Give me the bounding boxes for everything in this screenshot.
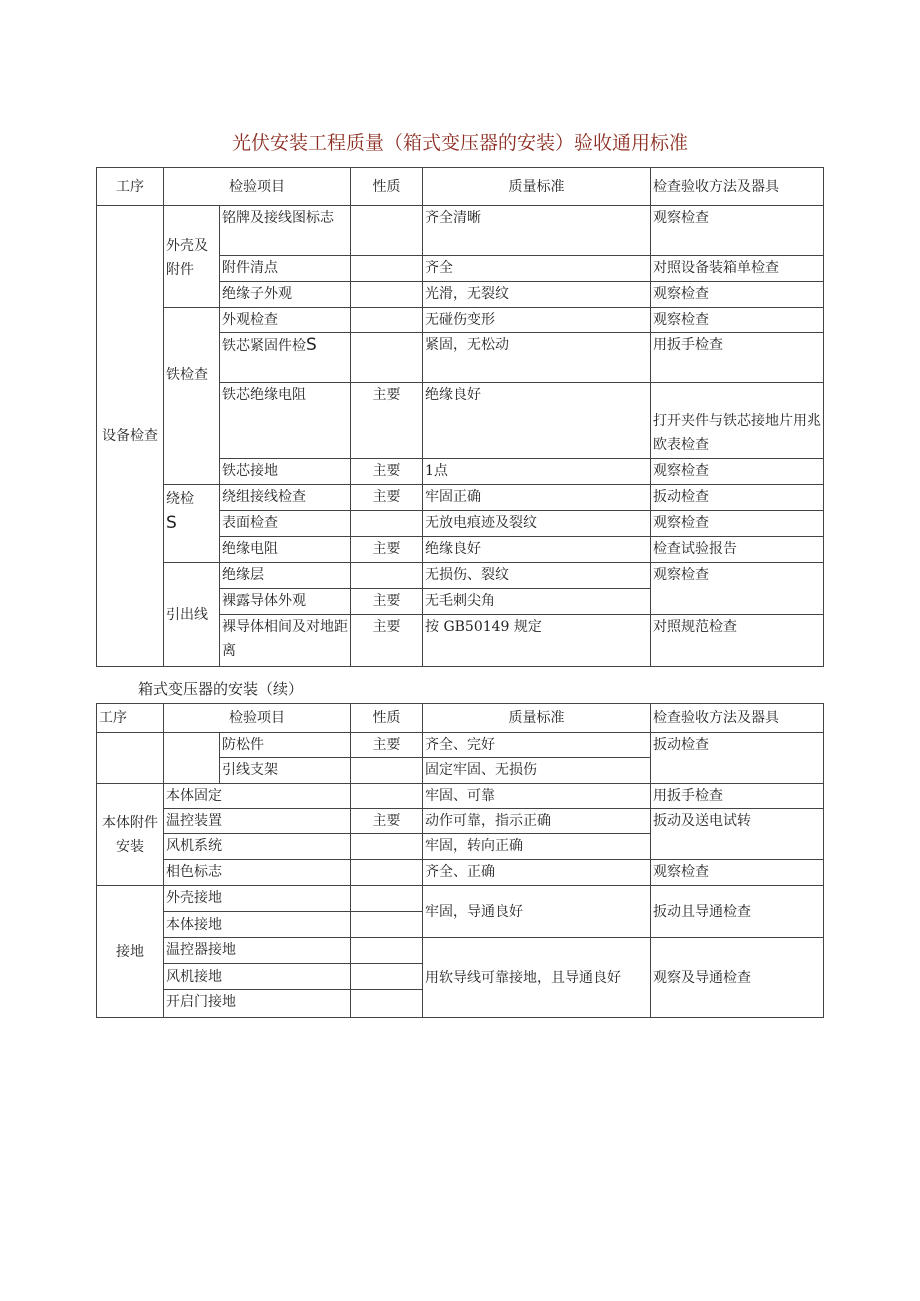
item-cell: 铭牌及接线图标志 [220, 206, 351, 256]
table-row [97, 938, 824, 964]
method-cell: 观察检查 [651, 308, 824, 333]
method-cell: 用扳手检查 [651, 784, 824, 809]
nature-cell [351, 563, 423, 589]
method-cell: 观察检查 [651, 459, 824, 485]
standard-cell: 牢固正确 [423, 485, 651, 511]
header-nature: 性质 [351, 704, 423, 733]
item-cell: 风机接地 [164, 964, 351, 990]
method-cell: 扳动检查 [651, 485, 824, 511]
header-standard: 质量标准 [423, 704, 651, 733]
method-cell: 扳动检查 [651, 733, 824, 784]
table-row [97, 886, 824, 912]
standard-cell: 绝缘良好 [423, 537, 651, 563]
item-cell: 表面检查 [220, 511, 351, 537]
method-cell: 打开夹件与铁芯接地片用兆欧表检查 [651, 383, 824, 459]
item-cell: 外观检查 [220, 308, 351, 333]
table-header-row [97, 704, 824, 733]
standard-cell: 齐全清晰 [423, 206, 651, 256]
header-method: 检查验收方法及器具 [651, 704, 824, 733]
nature-cell: 主要 [351, 485, 423, 511]
nature-cell [351, 511, 423, 537]
item-cell: 铁芯接地 [220, 459, 351, 485]
nature-cell [351, 860, 423, 886]
method-cell: 观察检查 [651, 206, 824, 256]
header-method: 检查验收方法及器具 [651, 168, 824, 206]
subgroup-empty [164, 733, 220, 784]
item-cell: 铁芯绝缘电阻 [220, 383, 351, 459]
subgroup-lead: 引出线 [164, 563, 220, 667]
item-cell: 外壳接地 [164, 886, 351, 912]
nature-cell [351, 912, 423, 938]
nature-cell [351, 256, 423, 282]
nature-cell [351, 834, 423, 860]
table-row [97, 308, 824, 333]
group-equipment-check: 设备检查 [97, 206, 164, 667]
nature-cell: 主要 [351, 615, 423, 667]
item-cell: 防松件 [220, 733, 351, 758]
item-cell: 本体固定 [164, 784, 351, 809]
standard-cell: 牢固，导通良好 [423, 886, 651, 938]
nature-cell: 主要 [351, 733, 423, 758]
table-row [97, 809, 824, 834]
continued-subtitle: 箱式变压器的安装（续） [138, 680, 304, 698]
group-empty [97, 733, 164, 784]
subgroup-shell: 外壳及附件 [164, 206, 220, 308]
method-cell: 检查试验报告 [651, 537, 824, 563]
inspection-table-main [96, 167, 824, 667]
winding-label-suffix: S [166, 513, 177, 533]
standard-cell: 用软导线可靠接地，且导通良好 [423, 938, 651, 1018]
nature-cell [351, 938, 423, 964]
standard-cell: 动作可靠，指示正确 [423, 809, 651, 834]
nature-cell: 主要 [351, 537, 423, 563]
standard-cell: 绝缘良好 [423, 383, 651, 459]
method-cell: 对照规范检查 [651, 615, 824, 667]
table-header-row [97, 168, 824, 206]
standard-cell: 按 GB50149 规定 [423, 615, 651, 667]
item-cell: 风机系统 [164, 834, 351, 860]
nature-cell: 主要 [351, 459, 423, 485]
standard-cell: 牢固，转向正确 [423, 834, 651, 860]
item-cell: 本体接地 [164, 912, 351, 938]
subgroup-winding [164, 485, 220, 563]
item-cell: 绕组接线检查 [220, 485, 351, 511]
nature-cell: 主要 [351, 809, 423, 834]
standard-cell: 光滑，无裂纹 [423, 282, 651, 308]
nature-cell [351, 886, 423, 912]
method-cell: 扳动及送电试转 [651, 809, 824, 860]
item-cell: 温控装置 [164, 809, 351, 834]
item-cell: 裸导体相间及对地距离 [220, 615, 351, 667]
item-cell: 相色标志 [164, 860, 351, 886]
table-row [97, 206, 824, 256]
header-item: 检验项目 [164, 704, 351, 733]
table-row [97, 784, 824, 809]
header-process: 工序 [97, 704, 164, 733]
nature-cell [351, 990, 423, 1018]
group-grounding: 接地 [97, 886, 164, 1018]
nature-cell: 主要 [351, 383, 423, 459]
table-row [97, 860, 824, 886]
method-cell: 扳动且导通检查 [651, 886, 824, 938]
method-cell: 观察检查 [651, 563, 824, 615]
item-cell: 温控器接地 [164, 938, 351, 964]
header-nature: 性质 [351, 168, 423, 206]
item-cell: 引线支架 [220, 758, 351, 784]
item-cell: 绝缘层 [220, 563, 351, 589]
standard-cell: 紧固，无松动 [423, 333, 651, 383]
method-cell: 观察及导通检查 [651, 938, 824, 1018]
method-cell: 用扳手检查 [651, 333, 824, 383]
standard-cell: 无放电痕迹及裂纹 [423, 511, 651, 537]
standard-cell: 固定牢固、无损伤 [423, 758, 651, 784]
table-row [97, 485, 824, 511]
standard-cell: 齐全 [423, 256, 651, 282]
standard-cell: 齐全、完好 [423, 733, 651, 758]
table-row [97, 563, 824, 589]
nature-cell [351, 964, 423, 990]
standard-cell: 齐全、正确 [423, 860, 651, 886]
method-cell: 观察检查 [651, 282, 824, 308]
item-cell [220, 333, 351, 383]
item-cell: 开启门接地 [164, 990, 351, 1018]
page-title: 光伏安装工程质量（箱式变压器的安装）验收通用标准 [231, 132, 688, 154]
standard-cell: 牢固、可靠 [423, 784, 651, 809]
inspection-table-continued [96, 703, 824, 1018]
group-body-accessories: 本体附件安装 [97, 784, 164, 886]
item-cell: 裸露导体外观 [220, 589, 351, 615]
nature-cell [351, 758, 423, 784]
winding-label: 绕检 [166, 491, 194, 507]
nature-cell [351, 282, 423, 308]
item-suffix: S [306, 335, 317, 355]
item-cell: 附件清点 [220, 256, 351, 282]
item-cell: 绝缘电阻 [220, 537, 351, 563]
item-cell: 绝缘子外观 [220, 282, 351, 308]
nature-cell [351, 333, 423, 383]
standard-cell: 无毛刺尖角 [423, 589, 651, 615]
table-row [97, 733, 824, 758]
nature-cell [351, 206, 423, 256]
header-standard: 质量标准 [423, 168, 651, 206]
method-cell: 观察检查 [651, 511, 824, 537]
header-item: 检验项目 [164, 168, 351, 206]
subgroup-core: 铁检查 [164, 308, 220, 485]
nature-cell: 主要 [351, 589, 423, 615]
nature-cell [351, 308, 423, 333]
method-cell: 观察检查 [651, 860, 824, 886]
method-cell: 对照设备装箱单检查 [651, 256, 824, 282]
nature-cell [351, 784, 423, 809]
standard-cell: 无碰伤变形 [423, 308, 651, 333]
standard-cell: 无损伤、裂纹 [423, 563, 651, 589]
header-process: 工序 [97, 168, 164, 206]
standard-cell: 1点 [423, 459, 651, 485]
item-text: 铁芯紧固件检 [222, 338, 306, 354]
